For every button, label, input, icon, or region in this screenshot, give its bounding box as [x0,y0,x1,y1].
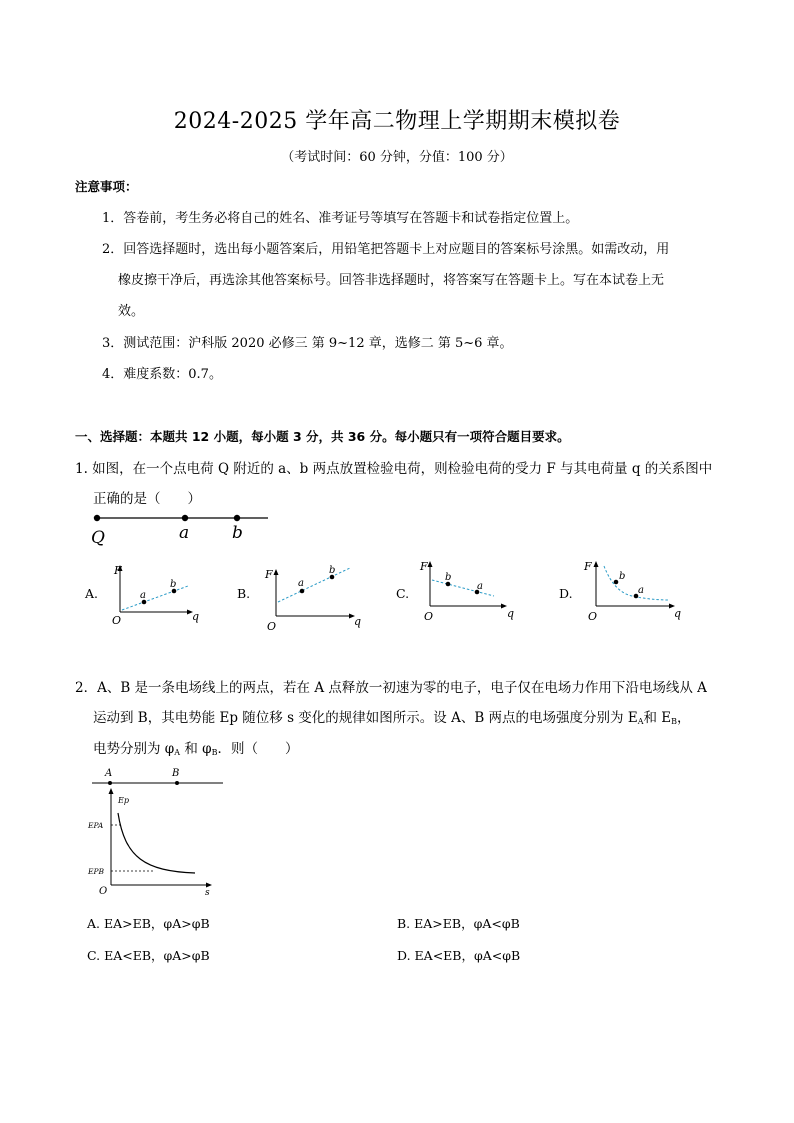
q2-stem-cont: 运动到 B，其电势能 Ep 随位移 s 变化的规律如图所示。设 A、B 两点的电场强度分别为 $E_A$和 $E_B$， [93,710,691,726]
q2-option-d[interactable]: D. EA<EB，φA<φB [397,948,521,963]
svg-text:s: s [205,888,210,898]
svg-text:b: b [445,572,452,583]
q2-stem: 2．A、B 是一条电场线上的两点，若在 A 点释放一初速为零的电子，电子仅在电场力作用下沿电场线从 A [75,680,707,696]
svg-text:F: F [265,568,273,581]
q2-ep-graph [85,763,225,898]
svg-text:a: a [140,590,146,601]
svg-text:a: a [638,585,644,596]
notice-item-2-cont: 橡皮擦干净后，再选涂其他答案标号。回答非选择题时，将答案写在答题卡上。写在本试卷上无 [118,273,665,288]
svg-text:q: q [192,610,200,623]
q1-option-b-graph[interactable] [258,562,363,632]
svg-text:Ep: Ep [118,796,129,805]
svg-text:O: O [99,886,108,897]
charge-Q-dot [94,515,100,521]
notice-item-3: 3．测试范围：沪科版 2020 必修三 第 9~12 章，选修二 第 5~6 章。 [102,336,513,351]
q1-option-b-letter[interactable]: B. [237,586,251,601]
svg-text:b: b [329,565,336,576]
notice-item-2: 2．回答选择题时，选出每小题答案后，用铅笔把答题卡上对应题目的答案标号涂黑。如需改动，用 [102,242,670,257]
q1-stem: 1. 如图，在一个点电荷 Q 附近的 a、b 两点放置检验电荷，则检验电荷的受力 F 与其电荷量 q 的关系图中 [75,461,713,477]
svg-text:q: q [354,615,362,628]
charge-Q-label: Q [91,528,105,546]
svg-text:O: O [424,610,434,623]
svg-text:B: B [172,768,180,779]
svg-text:F: F [584,560,592,573]
q1-stem-cont: 正确的是（ ） [93,491,201,507]
svg-text:b: b [170,579,177,590]
q1-option-c-letter[interactable]: C. [396,586,410,601]
svg-text:O: O [112,614,122,627]
svg-text:q: q [674,607,682,620]
section-heading: 一、选择题：本题共 12 小题，每小题 3 分，共 36 分。每小题只有一项符合题目要求。 [75,429,570,444]
notice-item-4: 4．难度系数：0.7。 [102,367,222,382]
svg-text:A: A [105,768,113,779]
point-b-label: b [232,523,243,543]
q2-option-b[interactable]: B. EA>EB，φA<φB [397,916,520,931]
svg-text:F: F [420,560,428,573]
notice-heading: 注意事项： [75,179,138,194]
svg-text:EPA: EPA [88,821,104,830]
svg-text:EPB: EPB [88,867,105,876]
page-title: 2024-2025 学年高二物理上学期期末模拟卷 [173,109,621,134]
svg-text:a: a [477,581,483,592]
point-a-dot [182,515,188,521]
q2-option-c[interactable]: C. EA<EB，φA>φB [87,948,210,963]
notice-item-2-cont2: 效。 [118,304,145,319]
q1-option-d-graph[interactable] [580,558,685,624]
q2-stem-cont2: 电势分别为 $\varphi_A$ 和 $\varphi_B$．则（ ） [93,741,299,757]
svg-text:F: F [114,564,122,577]
notice-item-1: 1．答卷前，考生务必将自己的姓名、准考证号等填写在答题卡和试卷指定位置上。 [102,211,579,226]
q1-option-d-letter[interactable]: D. [559,586,573,601]
svg-text:b: b [619,571,626,582]
q1-option-a-graph[interactable] [108,560,203,628]
page-subtitle: （考试时间：60 分钟，分值：100 分） [281,150,513,165]
svg-text:a: a [298,578,304,589]
q2-option-a[interactable]: A. EA>EB，φA>φB [87,916,210,931]
q1-option-a-letter[interactable]: A. [85,586,99,601]
point-b-dot [234,515,240,521]
q1-charge-line-figure [85,508,275,546]
point-a-label: a [179,523,190,543]
svg-text:O: O [267,620,277,632]
svg-text:q: q [507,607,515,620]
q1-option-c-graph[interactable] [416,558,516,624]
svg-text:O: O [588,610,598,623]
